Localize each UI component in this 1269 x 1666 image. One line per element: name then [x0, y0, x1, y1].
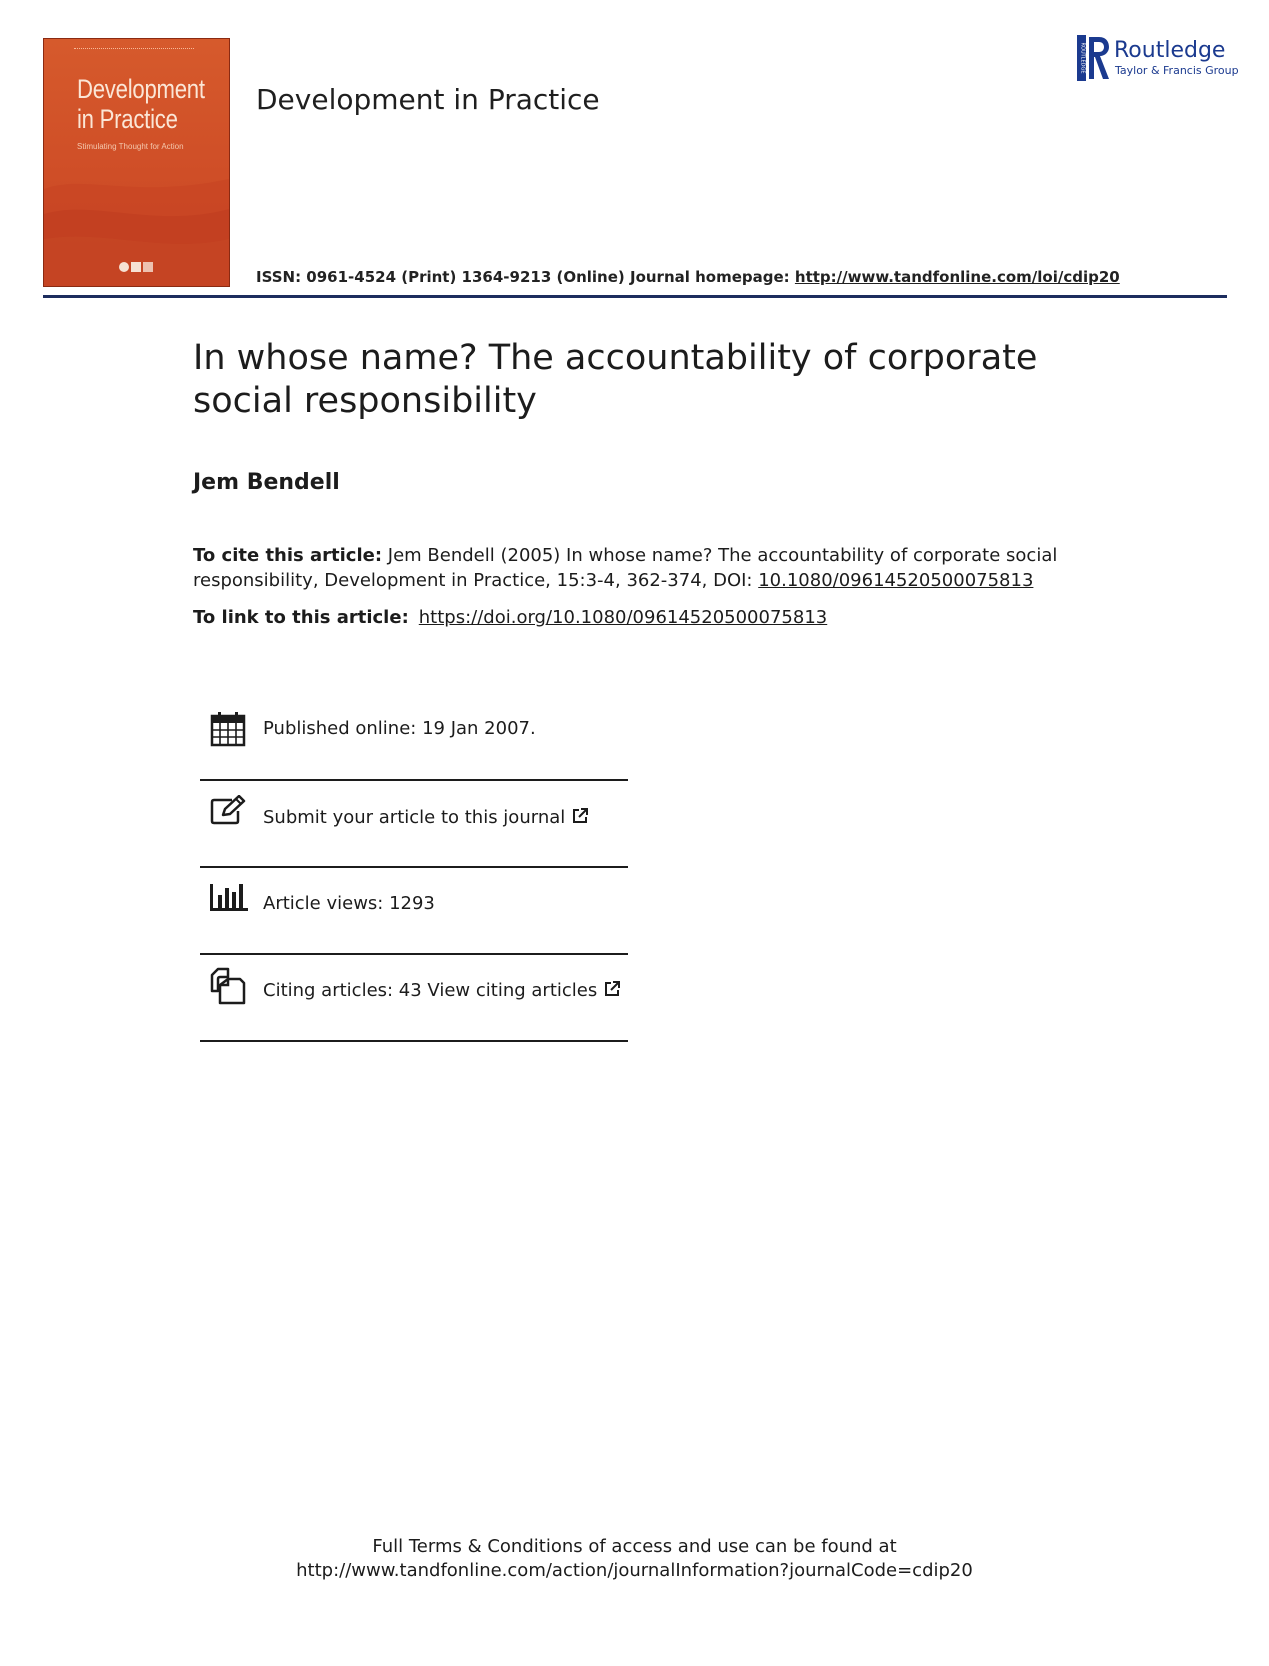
external-link-icon	[603, 980, 621, 998]
cover-title-line2: in Practice	[77, 104, 178, 134]
cover-title	[77, 74, 205, 134]
svg-text:ROUTLEDGE: ROUTLEDGE	[1079, 42, 1086, 74]
cite-text: Jem Bendell (2005) In whose name? The accountability of corporate social responsibility, Development in Practice, 15:3-4, 362-374, DOI:	[193, 545, 1058, 591]
article-views: Article views: 1293	[263, 893, 435, 914]
cover-subtitle: Stimulating Thought for Action	[77, 142, 184, 151]
cite-label: To cite this article:	[193, 545, 383, 566]
published-row	[200, 700, 628, 780]
footer-line1: Full Terms & Conditions of access and use can be found at	[372, 1536, 897, 1557]
journal-title: Development in Practice	[256, 83, 600, 116]
submit-label: Submit your article to this journal	[263, 807, 566, 828]
terms-footer	[0, 1535, 1269, 1583]
external-link-icon	[571, 807, 589, 825]
views-row	[200, 868, 628, 954]
header-divider	[43, 295, 1227, 298]
publisher-subtitle: Taylor & Francis Group	[1115, 64, 1239, 77]
cite-doi-link[interactable]: 10.1080/09614520500075813	[758, 570, 1034, 591]
bar-chart-icon	[210, 882, 248, 912]
journal-homepage-link[interactable]: http://www.tandfonline.com/loi/cdip20	[794, 268, 1120, 286]
submit-row[interactable]	[200, 781, 628, 867]
article-title: In whose name? The accountability of corporate social responsibility	[193, 338, 1038, 421]
article-author: Jem Bendell	[193, 470, 340, 495]
submit-article-link[interactable]	[263, 807, 589, 828]
cover-title-line1: Development	[77, 74, 205, 104]
link-label: To link to this article:	[193, 607, 409, 628]
issn-line	[256, 268, 1120, 286]
row-divider	[200, 1040, 628, 1042]
footer-terms-link[interactable]: http://www.tandfonline.com/action/journalInformation?journalCode=cdip20	[296, 1560, 973, 1581]
journal-cover-image	[43, 38, 230, 287]
cover-issue-info	[74, 48, 194, 52]
citing-documents-icon	[210, 967, 246, 1005]
issn-text: ISSN: 0961-4524 (Print) 1364-9213 (Online) Journal homepage:	[256, 268, 795, 286]
citing-row[interactable]	[200, 955, 628, 1041]
citation-block	[193, 543, 1073, 593]
article-doi-link[interactable]: https://doi.org/10.1080/09614520500075813	[418, 607, 828, 628]
publisher-name: Routledge	[1114, 38, 1226, 63]
routledge-logo-icon	[1077, 35, 1111, 81]
cover-publisher-logo	[118, 259, 156, 275]
article-link-line	[193, 607, 827, 628]
view-citing-articles-link[interactable]	[263, 980, 621, 1001]
published-date: Published online: 19 Jan 2007.	[263, 718, 536, 739]
edit-icon	[210, 795, 246, 827]
calendar-icon	[210, 711, 246, 747]
citing-label: Citing articles: 43 View citing articles	[263, 980, 598, 1001]
